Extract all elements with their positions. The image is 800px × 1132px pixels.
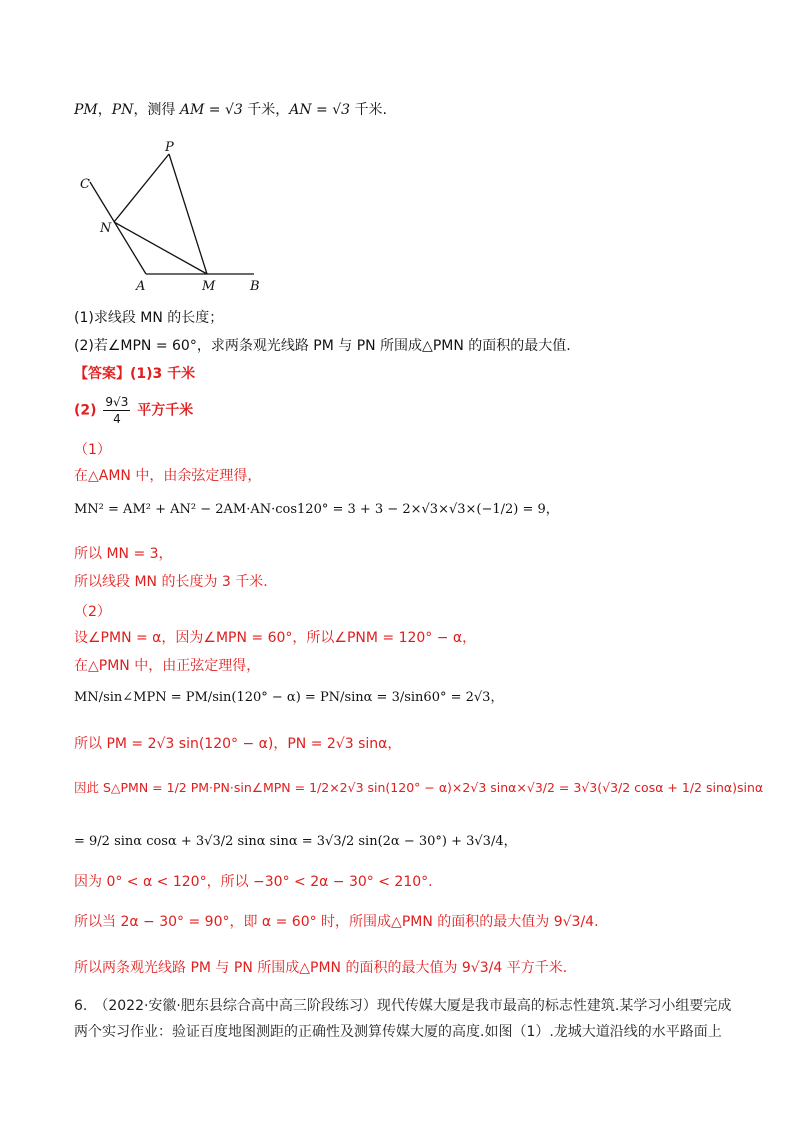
solution-2-line-4: 因此 S△PMN = 1/2 PM·PN·sin∠MPN = 1/2×2√3 sin(120° − α)×2√3 sinα×√3/2 = 3√3(√3/2 cosα + 1/2 sinα)sinα — [74, 780, 764, 795]
problem-6-line-2: 两个实习作业：验证百度地图测距的正确性及测算传媒大厦的高度.如图（1）.龙城大道沿线的水平路面上 — [74, 1024, 722, 1040]
geometry-figure — [74, 140, 274, 295]
line-NP — [114, 154, 169, 222]
pn-symbol: PN — [111, 102, 134, 118]
label-M: M — [202, 279, 216, 294]
question-1: (1)求线段 MN 的长度； — [74, 310, 224, 326]
unit-text: 千米， — [242, 102, 290, 118]
solution-1-line-3: 所以线段 MN 的长度为 3 千米. — [74, 574, 268, 590]
answer-fraction — [103, 394, 130, 427]
label-B: B — [250, 279, 260, 294]
unit-text: 千米. — [350, 102, 387, 118]
question-2: (2)若∠MPN = 60°，求两条观光线路 PM 与 PN 所围成△PMN 的面积的最大值. — [74, 338, 571, 354]
solution-2-line-5: = 9/2 sinα cosα + 3√3/2 sinα sinα = 3√3/2 sin(2α − 30°) + 3√3/4， — [74, 834, 517, 849]
solution-2-equation: MN/sin∠MPN = PM/sin(120° − α) = PN/sinα = 3/sin60° = 2√3， — [74, 690, 504, 705]
fraction-denominator: 4 — [113, 412, 121, 426]
intro-text: ，测得 — [133, 102, 180, 118]
solution-2-line-2: 在△PMN 中，由正弦定理得， — [74, 658, 261, 674]
label-P: P — [165, 140, 174, 155]
answer-label: 【答案】 — [74, 366, 130, 382]
solution-2-line-6: 因为 0° < α < 120°，所以 −30° < 2α − 30° < 210°. — [74, 874, 433, 890]
answer-part-2-unit: 平方千米 — [137, 402, 194, 419]
label-N: N — [100, 221, 112, 236]
intro-line — [74, 100, 387, 120]
solution-1-heading: （1） — [74, 442, 111, 458]
label-C: C — [80, 177, 90, 192]
line-CA — [90, 182, 146, 274]
fraction-numerator: 9√3 — [105, 395, 129, 409]
answer-part-1: (1)3 千米 — [130, 366, 196, 382]
solution-2-line-1: 设∠PMN = α，因为∠MPN = 60°，所以∠PNM = 120° − α， — [74, 630, 477, 646]
an-equation: AN = √3 — [289, 102, 351, 118]
solution-1-line-2: 所以 MN = 3， — [74, 546, 173, 562]
label-A: A — [136, 279, 146, 294]
am-equation: AM = √3 — [179, 102, 243, 118]
answer-part-2-prefix: (2) — [74, 402, 97, 419]
answer-line-1 — [74, 364, 195, 384]
solution-2-heading: （2） — [74, 604, 111, 620]
solution-1-line-1: 在△AMN 中，由余弦定理得， — [74, 468, 262, 484]
solution-2-line-8: 所以两条观光线路 PM 与 PN 所围成△PMN 的面积的最大值为 9√3/4 平方千米. — [74, 960, 568, 976]
pm-symbol: PM — [74, 102, 98, 118]
problem-6-line-1: 6. （2022·安徽·肥东县综合高中高三阶段练习）现代传媒大厦是我市最高的标志性建筑.某学习小组要完成 — [74, 998, 732, 1014]
solution-2-line-7: 所以当 2α − 30° = 90°，即 α = 60° 时，所围成△PMN 的面积的最大值为 9√3/4. — [74, 914, 599, 930]
solution-2-line-3: 所以 PM = 2√3 sin(120° − α)，PN = 2√3 sinα， — [74, 736, 402, 752]
answer-line-2 — [74, 394, 193, 427]
solution-1-equation: MN² = AM² + AN² − 2AM·AN·cos120° = 3 + 3 − 2×√3×√3×(−1/2) = 9， — [74, 502, 559, 517]
separator: ， — [97, 102, 112, 118]
